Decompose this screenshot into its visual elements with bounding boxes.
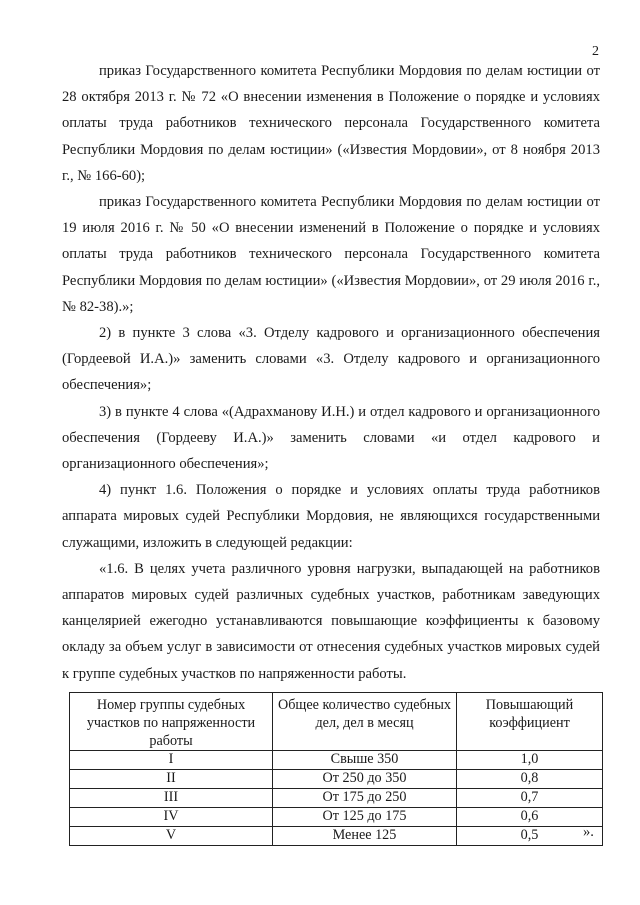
coefficient-table-wrapper xyxy=(69,692,603,846)
cell-cases: От 125 до 175 xyxy=(273,808,457,827)
table-row xyxy=(70,751,603,770)
cell-coefficient: 1,0 xyxy=(457,751,603,770)
cell-group: III xyxy=(70,789,273,808)
table-row xyxy=(70,770,603,789)
cell-cases: Свыше 350 xyxy=(273,751,457,770)
cell-cases: От 175 до 250 xyxy=(273,789,457,808)
coefficient-table xyxy=(69,692,603,846)
cell-coefficient: 0,5 xyxy=(457,827,603,846)
header-group-number: Номер группы судебных участков по напряженности работы xyxy=(70,693,273,751)
cell-coefficient: 0,8 xyxy=(457,770,603,789)
paragraph-item-4: 4) пункт 1.6. Положения о порядке и условиях оплаты труда работников аппарата мировых судей Республики Мордовия, не являющихся государственными служащими, изложить в следующей редакции: xyxy=(62,482,600,551)
paragraph-item-3: 3) в пункте 4 слова «(Адрахманову И.Н.) и отдел кадрового и организационного обеспечения (Гордееву И.А.)» заменить словами «и отдел кадрового и организационного обеспечения»; xyxy=(62,403,600,473)
cell-cases: От 250 до 350 xyxy=(273,770,457,789)
cell-group: V xyxy=(70,827,273,846)
page-number: 2 xyxy=(592,44,599,59)
header-case-count: Общее количество судебных дел, дел в месяц xyxy=(273,693,457,751)
paragraph-order-2013: приказ Государственного комитета Республики Мордовия по делам юстиции от 28 октября 2013 г. № 72 «О внесении изменения в Положение о порядке и условиях оплаты труда работников технического персонала Государственного комитета Республики Мордовия по делам юстиции» («Известия Мордовии», от 8 ноября 2013 г., № 166-60); xyxy=(62,63,600,184)
document-body xyxy=(62,58,600,687)
paragraph-item-2: 2) в пункте 3 слова «3. Отделу кадрового и организационного обеспечения (Гордеевой И.А.)» заменить словами «3. Отделу кадрового и организационного обеспечения»; xyxy=(62,325,600,394)
closing-quote-mark: ». xyxy=(583,824,594,840)
cell-coefficient: 0,7 xyxy=(457,789,603,808)
paragraph-clause-1-6: «1.6. В целях учета различного уровня нагрузки, выпадающей на работников аппаратов мировых судей различных судебных участков, работникам заведующих канцелярией ежегодно устанавливаются повышающие коэффициенты к базовому окладу за объем услуг в зависимости от отнесения судебных участков мировых судей к группе судебных участков по напряженности работы. xyxy=(62,560,600,682)
cell-cases: Менее 125 xyxy=(273,827,457,846)
header-coefficient: Повышающий коэффициент xyxy=(457,693,603,751)
table-header-row xyxy=(70,693,603,751)
table-row xyxy=(70,827,603,846)
cell-group: IV xyxy=(70,808,273,827)
table-row xyxy=(70,789,603,808)
cell-group: I xyxy=(70,751,273,770)
cell-coefficient: 0,6 xyxy=(457,808,603,827)
paragraph-order-2016: приказ Государственного комитета Республики Мордовия по делам юстиции от 19 июля 2016 г. № 50 «О внесении изменений в Положение о порядке и условиях оплаты труда работников технического персонала Государственного комитета Республики Мордовия по делам юстиции» («Известия Мордовии», от 29 июля 2016 г., № 82-38).»; xyxy=(62,194,600,315)
table-row xyxy=(70,808,603,827)
cell-group: II xyxy=(70,770,273,789)
